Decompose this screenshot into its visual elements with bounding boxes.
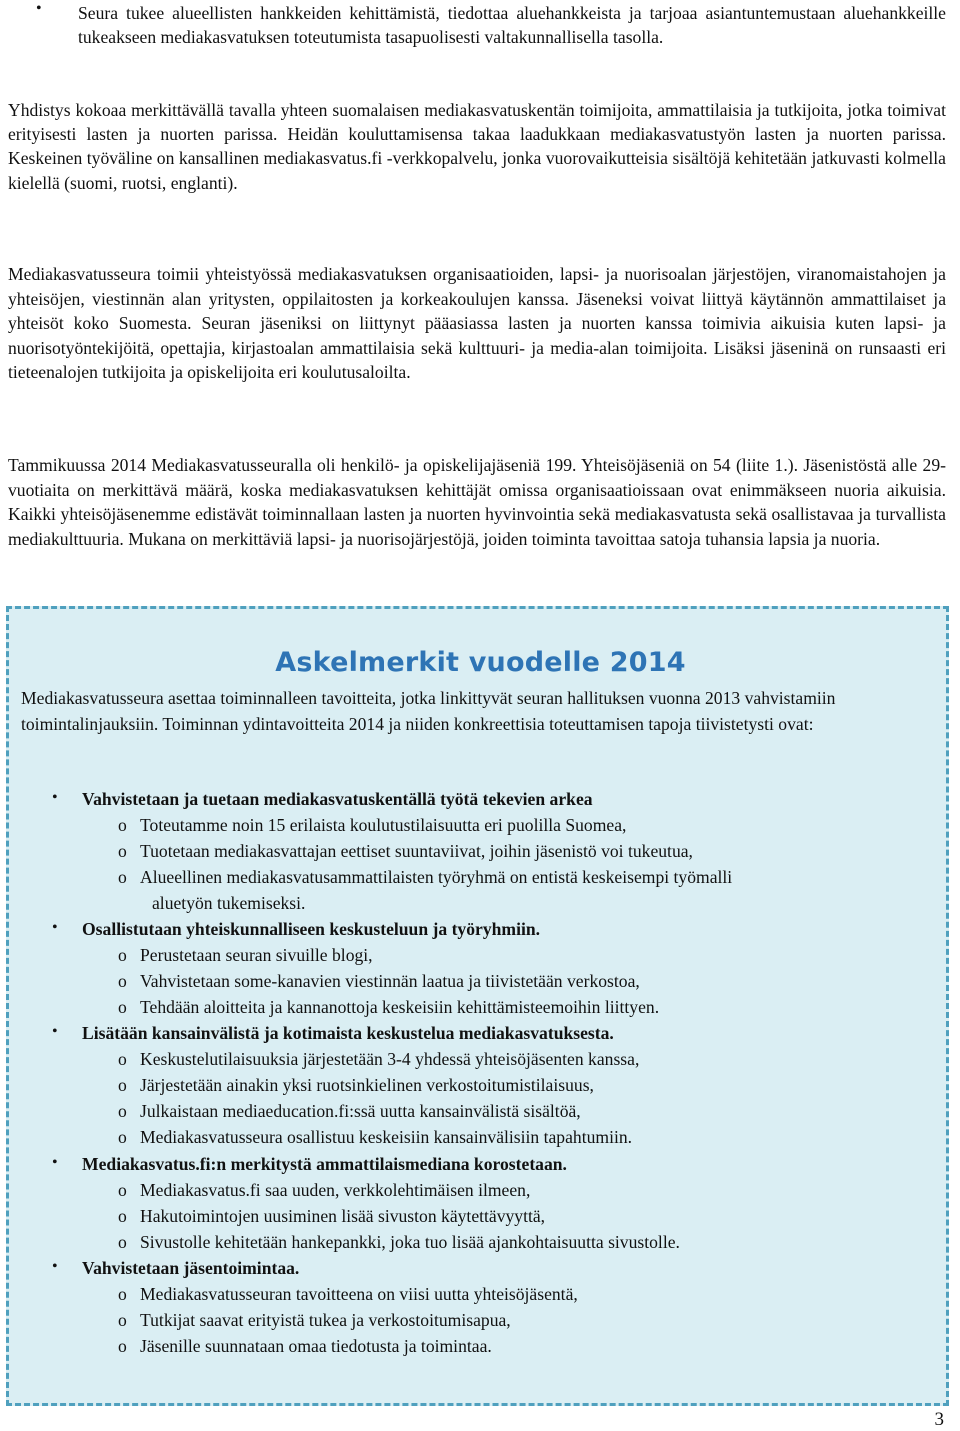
goal-subitem-text: Hakutoimintojen uusiminen lisää sivuston käytettävyyttä, [140, 1206, 546, 1226]
circle-bullet-icon: o [118, 1336, 127, 1356]
circle-bullet-icon: o [118, 945, 127, 965]
goal-subitem-text: Sivustolle kehitetään hankepankki, joka tuo lisää ajankohtaisuutta sivustolle. [140, 1232, 680, 1252]
goal-heading: Vahvistetaan jäsentoimintaa. [82, 1258, 300, 1278]
goal-subitem-text: Vahvistetaan some-kanavien viestinnän laatua ja tiivistetään verkostoa, [140, 971, 640, 991]
paragraph-yhdistys: Yhdistys kokoaa merkittävällä tavalla yhteen suomalaisen mediakasvatuskentän toimijoita, ammattilaisia ja tutkijoita, jotka toimivat erityisesti lasten ja nuorten parissa. Heidän kouluttamisensa takaa laadukkaan mediakasvatustyön lasten ja nuorten parissa. Keskeinen työväline on kansallinen mediakasvatus.fi -verkkopalvelu, jonka vuorovaikutteisia sisältöjä kehitetään jatkuvasti kolmella kielellä (suomi, ruotsi, englanti). [8, 100, 946, 193]
circle-bullet-icon: o [118, 1284, 127, 1304]
goals-box-intro: Mediakasvatusseura asettaa toiminnalleen tavoitteita, jotka linkittyvät seuran hallituksen vuonna 2013 vahvistamiin toimintalinjauksiin. Toiminnan ydintavoitteita 2014 ja niiden konkreettisia toteuttamisen tapoja tiivistetysti ovat: [21, 688, 836, 734]
goal-subitem-text: Tuotetaan mediakasvattajan eettiset suuntaviivat, joihin jäsenistö voi tukeutua, [140, 841, 693, 861]
goal-subitem-text: Alueellinen mediakasvatusammattilaisten työryhmä on entistä keskeisempi työmalli [140, 867, 733, 887]
goal-subitem-text: Toteutamme noin 15 erilaista koulutustilaisuutta eri puolilla Suomea, [140, 815, 627, 835]
circle-bullet-icon: o [118, 997, 127, 1017]
goal-subitem-text: aluetyön tukemiseksi. [152, 893, 306, 913]
bullet-icon: • [52, 789, 58, 806]
bullet-icon: • [36, 0, 42, 17]
goal-subitem-text: Mediakasvatusseuran tavoitteena on viisi uutta yhteisöjäsentä, [140, 1284, 578, 1304]
goal-subitem-text: Tutkijat saavat erityistä tukea ja verkostoitumisapua, [140, 1310, 511, 1330]
circle-bullet-icon: o [118, 1232, 127, 1252]
circle-bullet-icon: o [118, 1310, 127, 1330]
circle-bullet-icon: o [118, 1075, 127, 1095]
goal-heading: Mediakasvatus.fi:n merkitystä ammattilaismediana korostetaan. [82, 1154, 567, 1174]
goal-heading: Lisätään kansainvälistä ja kotimaista keskustelua mediakasvatuksesta. [82, 1023, 614, 1043]
circle-bullet-icon: o [118, 1180, 127, 1200]
circle-bullet-icon: o [118, 1206, 127, 1226]
goal-subitem-text: Julkaistaan mediaeducation.fi:ssä uutta kansainvälistä sisältöä, [140, 1101, 581, 1121]
circle-bullet-icon: o [118, 971, 127, 991]
bullet-icon: • [52, 1023, 58, 1040]
goal-subitem-text: Perustetaan seuran sivuille blogi, [140, 945, 373, 965]
circle-bullet-icon: o [118, 1101, 127, 1121]
bullet-icon: • [52, 1154, 58, 1171]
goal-subitem-text: Järjestetään ainakin yksi ruotsinkielinen verkostoitumistilaisuus, [140, 1075, 594, 1095]
paragraph-tammikuu: Tammikuussa 2014 Mediakasvatusseuralla oli henkilö- ja opiskelijajäseniä 199. Yhteisöjäseniä on 54 (liite 1.). Jäsenistöstä alle 29-vuotiaita on merkittävä määrä, koska mediakasvatuksen kehittäjät omissa organisaatioissaan ovat enimmäkseen nuoria aikuisia. Kaikki yhteisöjäsenemme edistävät toiminnallaan lasten ja nuorten hyvinvointia sekä mediakasvatusta sekä osallistavaa ja turvallista mediakulttuuria. Mukana on merkittäviä lapsi- ja nuorisojärjestöjä, joiden toiminta tavoittaa satoja tuhansia lapsia ja nuoria. [8, 455, 946, 549]
goal-heading: Vahvistetaan ja tuetaan mediakasvatuskentällä työtä tekevien arkea [82, 789, 593, 809]
goal-subitem-text: Mediakasvatusseura osallistuu keskeisiin kansainvälisiin tapahtumiin. [140, 1127, 633, 1147]
intro-bullet-text: Seura tukee alueellisten hankkeiden kehittämistä, tiedottaa aluehankkeista ja tarjoaa asiantuntemustaan aluehankkeille tukeakseen mediakasvatuksen toteutumista tasapuolisesti valtakunnallisella tasolla. [78, 3, 946, 48]
page-number: 3 [934, 1409, 944, 1430]
circle-bullet-icon: o [118, 867, 127, 887]
goal-subitem-text: Keskustelutilaisuuksia järjestetään 3-4 yhdessä yhteisöjäsenten kanssa, [140, 1049, 640, 1069]
goal-subitem-text: Mediakasvatus.fi saa uuden, verkkolehtimäisen ilmeen, [140, 1180, 531, 1200]
goal-subitem-text: Jäsenille suunnataan omaa tiedotusta ja toimintaa. [140, 1336, 492, 1356]
goal-subitem-text: Tehdään aloitteita ja kannanottoja keskeisiin kehittämisteemoihin liittyen. [140, 997, 660, 1017]
goal-heading: Osallistutaan yhteiskunnalliseen keskusteluun ja työryhmiin. [82, 919, 541, 939]
circle-bullet-icon: o [118, 1127, 127, 1147]
circle-bullet-icon: o [118, 841, 127, 861]
bullet-icon: • [52, 919, 58, 936]
paragraph-seura: Mediakasvatusseura toimii yhteistyössä mediakasvatuksen organisaatioiden, lapsi- ja nuorisoalan järjestöjen, viranomaistahojen ja yhteisöjen, viestinnän alan yritysten, oppilaitosten ja korkeakoulujen kanssa. Jäseneksi voivat liittyä käytännön ammattilaiset ja yhteisöt koko Suomesta. Seuran jäseniksi on liittynyt pääasiassa lasten ja nuorten kanssa toimivia aikuisia kuten lapsi- ja nuorisotyöntekijöitä, opettajia, kirjastoalan ammattilaisia sekä kulttuuri- ja media-alan toimijoita. Lisäksi jäseninä on runsaasti eri tieteenalojen tutkijoita ja opiskelijoita eri koulutusaloilta. [8, 264, 946, 383]
bullet-icon: • [52, 1258, 58, 1275]
circle-bullet-icon: o [118, 815, 127, 835]
goals-box-title: Askelmerkit vuodelle 2014 [275, 647, 686, 678]
circle-bullet-icon: o [118, 1049, 127, 1069]
